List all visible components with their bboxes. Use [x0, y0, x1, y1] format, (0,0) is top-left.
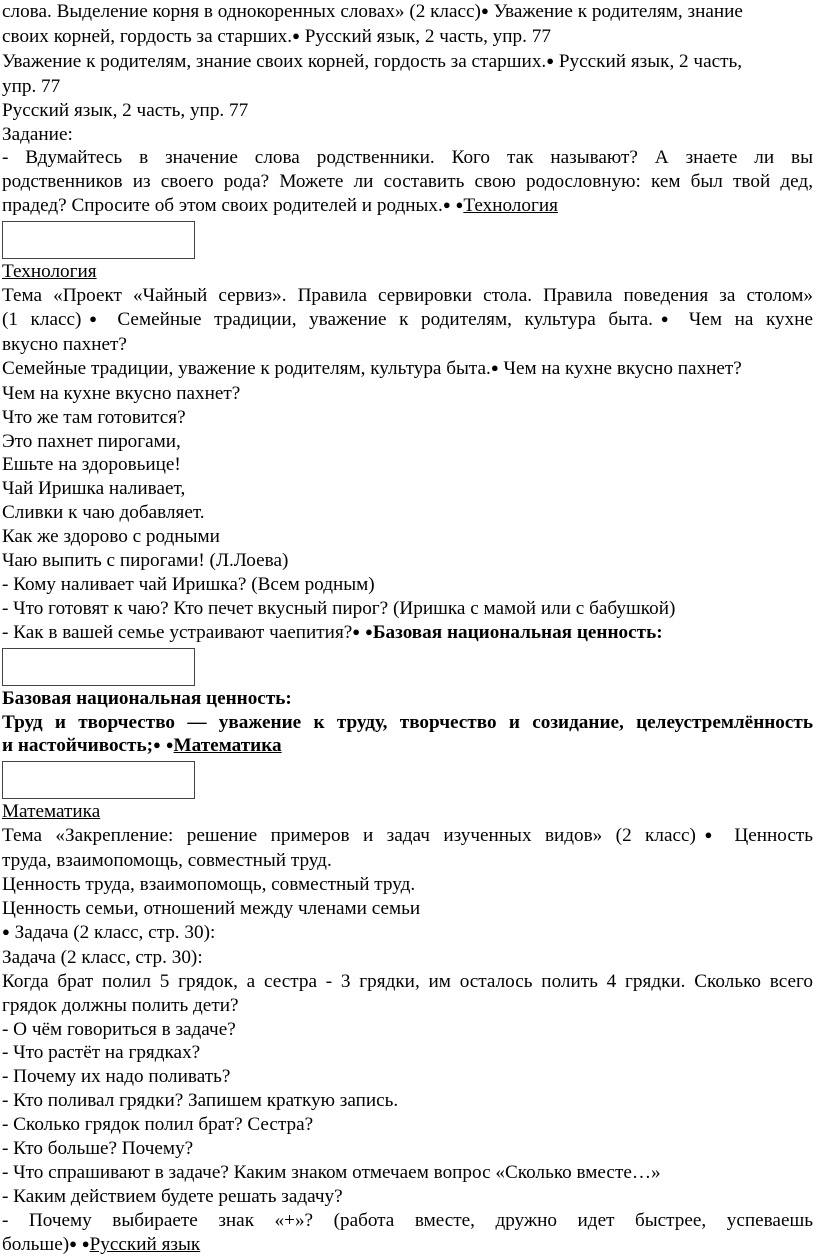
bullet-icon: ● — [546, 52, 555, 68]
line-text: ● Задача (2 класс, стр. 30): — [2, 921, 216, 943]
line-text: слова. Выделение корня в однокоренных словах» (2 класс)● Уважение к родителям, знание — [2, 1, 743, 22]
bullet-icon: ● — [352, 623, 361, 639]
text-line — [2, 873, 813, 897]
line-text: Это пахнет пирогами, — [2, 430, 181, 452]
bullet-icon: ● — [81, 1235, 90, 1251]
text-line — [2, 50, 813, 75]
line-text: прадед? Спросите об этом своих родителей и родных.● ● — [2, 195, 464, 217]
bullet-icon: ● — [490, 359, 499, 375]
text-line — [2, 0, 813, 25]
text-line — [2, 382, 813, 406]
bold-tail: Базовая национальная ценность: — [372, 621, 663, 643]
text-line — [2, 1041, 813, 1065]
line-text: Задание: — [2, 123, 73, 145]
section-heading — [2, 800, 813, 824]
empty-image-frame — [2, 221, 195, 259]
line-text: Когда брат полил 5 грядок, а сестра - 3 грядки, им осталось полить 4 грядки. Сколько всего — [2, 970, 813, 992]
line-text: - Кому наливает чай Иришка? (Всем родным) — [2, 573, 375, 595]
text-line — [2, 1089, 813, 1113]
text-line — [2, 1018, 813, 1042]
line-text: упр. 77 — [2, 75, 61, 97]
text-line — [2, 1233, 813, 1258]
line-text: - Что спрашивают в задаче? Каким знаком отмечаем вопрос «Сколько вместе…» — [2, 1161, 661, 1183]
text-line — [2, 25, 813, 50]
line-text: Чаю выпить с пирогами! (Л.Лоева) — [2, 550, 289, 572]
text-line — [2, 711, 813, 735]
text-line — [2, 333, 813, 357]
text-line — [2, 75, 813, 99]
section-heading — [2, 260, 813, 284]
line-text: Ценность труда, взаимопомощь, совместный труд. — [2, 874, 416, 896]
empty-image-frame — [2, 761, 195, 799]
text-line — [2, 549, 813, 573]
text-line — [2, 1065, 813, 1089]
text-line — [2, 1185, 813, 1209]
bullet-icon: ● — [695, 827, 721, 843]
line-text: Базовая национальная ценность: — [2, 687, 292, 709]
text-line — [2, 1137, 813, 1161]
text-line — [2, 1113, 813, 1137]
bullet-icon: ● — [165, 737, 174, 753]
line-text: Ценность семьи, отношений между членами семьи — [2, 898, 421, 919]
line-text: - Что растёт на грядках? — [2, 1042, 201, 1064]
line-text: Математика — [2, 801, 101, 823]
text-line — [2, 284, 813, 308]
bullet-icon: ● — [69, 1235, 77, 1251]
section-link[interactable]: Русский язык — [89, 1233, 201, 1255]
line-text: - Что готовят к чаю? Кто печет вкусный пирог? (Иришка с мамой или с бабушкой) — [2, 597, 676, 619]
text-line — [2, 525, 813, 549]
line-text: Чай Иришка наливает, — [2, 478, 186, 500]
line-text: - Кто больше? Почему? — [2, 1138, 194, 1160]
bullet-icon: ● — [81, 310, 105, 326]
text-line — [2, 994, 813, 1018]
text-line — [2, 970, 813, 994]
text-line — [2, 430, 813, 454]
text-line — [2, 824, 813, 849]
document-page — [2, 0, 813, 1258]
section-link[interactable]: Технология — [463, 195, 558, 217]
section-link[interactable]: Математика — [173, 735, 282, 757]
text-line — [2, 573, 813, 597]
line-text: - Почему их надо поливать? — [2, 1066, 231, 1088]
text-line — [2, 849, 813, 873]
bullet-icon: ● — [455, 197, 464, 213]
line-text: родственников из своего рода? Можете ли составить свою родословную: кем был твой дед, — [2, 171, 813, 193]
bullet-icon: ● — [652, 310, 677, 326]
text-line — [2, 1209, 813, 1233]
text-line — [2, 99, 813, 123]
text-line — [2, 946, 813, 970]
line-text: Русский язык, 2 часть, упр. 77 — [2, 99, 249, 121]
line-text: - О чём говориться в задаче? — [2, 1018, 236, 1040]
line-text: - Вдумайтесь в значение слова родственники. Кого так называют? А знаете ли вы — [2, 147, 813, 169]
text-line — [2, 406, 813, 430]
line-text: - Почему выбираете знак «+»? (работа вместе, дружно идет быстрее, успеваешь — [2, 1209, 813, 1231]
line-text: Что же там готовится? — [2, 406, 186, 428]
text-line — [2, 357, 813, 382]
line-text: Задача (2 класс, стр. 30): — [2, 946, 203, 968]
text-line — [2, 734, 813, 759]
line-text: - Сколько грядок полил брат? Сестра? — [2, 1114, 314, 1136]
bullet-icon: ● — [2, 923, 10, 939]
line-text: труда, взаимопомощь, совместный труд. — [2, 850, 332, 872]
line-text: и настойчивость;● ● — [2, 735, 174, 757]
text-line — [2, 146, 813, 170]
line-text: своих корней, гордость за старших.● Русский язык, 2 часть, упр. 77 — [2, 25, 551, 47]
line-text: Как же здорово с родными — [2, 526, 220, 548]
line-text: Тема «Закрепление: решение примеров и задач изученных видов» (2 класс)● Ценность — [2, 825, 813, 847]
text-line — [2, 194, 813, 219]
line-text: Чем на кухне вкусно пахнет? — [2, 382, 241, 404]
text-line — [2, 477, 813, 501]
text-line — [2, 170, 813, 194]
text-line — [2, 921, 813, 946]
text-line — [2, 621, 813, 646]
line-text: Сливки к чаю добавляет. — [2, 502, 205, 524]
text-line — [2, 123, 813, 147]
text-line — [2, 897, 813, 921]
line-text: Тема «Проект «Чайный сервиз». Правила сервировки стола. Правила поведения за столом» — [2, 285, 813, 307]
text-line — [2, 597, 813, 621]
line-text: - Каким действием будете решать задачу? — [2, 1185, 343, 1207]
empty-image-frame — [2, 648, 195, 686]
line-text: Уважение к родителям, знание своих корней, гордость за старших.● Русский язык, 2 часть, — [2, 50, 743, 72]
line-text: - Как в вашей семье устраивают чаепития?● ● — [2, 621, 373, 643]
line-text: больше)● ● — [2, 1233, 90, 1255]
bullet-icon: ● — [153, 737, 161, 753]
bullet-icon: ● — [364, 623, 373, 639]
line-text: - Кто поливал грядки? Запишем краткую запись. — [2, 1090, 399, 1112]
text-line — [2, 501, 813, 525]
line-text: Труд и творчество — уважение к труду, творчество и созидание, целеустремлённость — [2, 711, 813, 733]
bullet-icon: ● — [480, 3, 489, 18]
line-text: Ешьте на здоровьице! — [2, 454, 181, 476]
text-line — [2, 687, 813, 711]
line-text: вкусно пахнет? — [2, 333, 127, 355]
text-line — [2, 1161, 813, 1185]
bullet-icon: ● — [442, 197, 451, 213]
text-line — [2, 308, 813, 333]
line-text: Технология — [2, 261, 97, 283]
line-text: (1 класс)● Семейные традиции, уважение к родителям, культура быта.● Чем на кухне — [2, 308, 814, 330]
bullet-icon: ● — [292, 27, 300, 43]
text-line — [2, 453, 813, 477]
line-text: Семейные традиции, уважение к родителям, культура быта.● Чем на кухне вкусно пахнет? — [2, 357, 742, 379]
line-text: грядок должны полить дети? — [2, 994, 239, 1016]
